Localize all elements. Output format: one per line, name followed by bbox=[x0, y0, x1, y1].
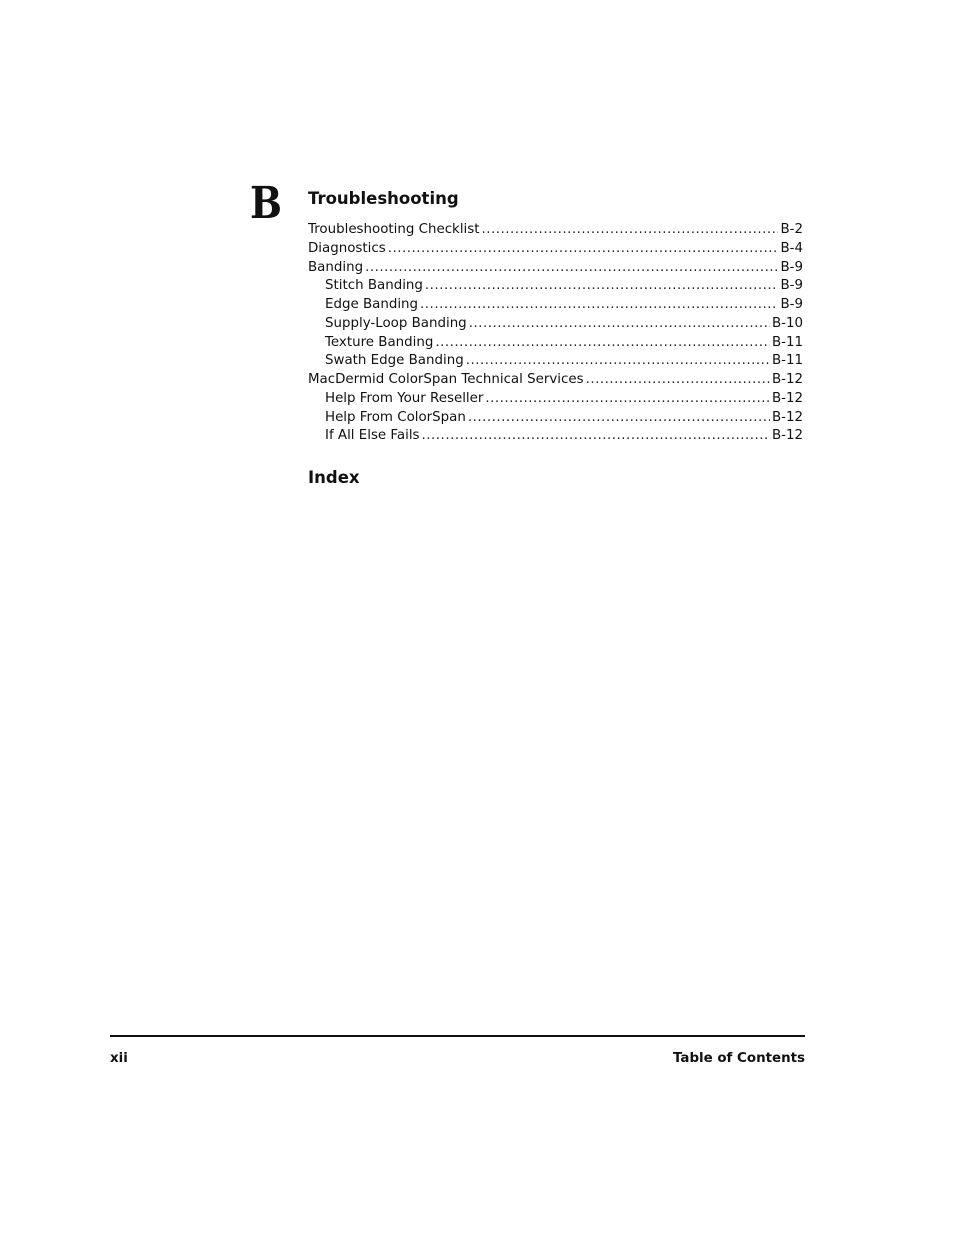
toc-entry-label: Stitch Banding bbox=[325, 278, 423, 294]
toc-entry-page: B-11 bbox=[771, 353, 803, 369]
toc-entry-label: Swath Edge Banding bbox=[325, 353, 464, 369]
dot-leader bbox=[468, 409, 770, 428]
dot-leader bbox=[485, 390, 770, 409]
toc-entry-stitch-banding[interactable] bbox=[308, 277, 803, 296]
toc-entry-page: B-12 bbox=[771, 428, 803, 444]
toc-entry-supply-loop-banding[interactable] bbox=[308, 315, 803, 334]
toc-entry-page: B-11 bbox=[771, 334, 803, 350]
index-title[interactable]: Index bbox=[308, 468, 360, 487]
toc-entry-banding[interactable] bbox=[308, 259, 803, 278]
chapter-letter: B bbox=[250, 178, 282, 229]
toc-entry-help-from-reseller[interactable] bbox=[308, 390, 803, 409]
toc-entry-help-from-colorspan[interactable] bbox=[308, 409, 803, 428]
dot-leader bbox=[422, 427, 770, 446]
toc-list bbox=[308, 221, 803, 446]
toc-entry-page: B-2 bbox=[780, 222, 803, 237]
dot-leader bbox=[469, 315, 770, 334]
toc-entry-page: B-9 bbox=[780, 297, 803, 312]
dot-leader bbox=[365, 259, 778, 278]
dot-leader bbox=[586, 371, 770, 390]
toc-entry-page: B-9 bbox=[780, 278, 803, 294]
dot-leader bbox=[420, 296, 778, 315]
toc-entry-page: B-10 bbox=[771, 315, 803, 331]
toc-entry-page: B-12 bbox=[771, 390, 803, 406]
toc-entry-if-all-else-fails[interactable] bbox=[308, 427, 803, 446]
dot-leader bbox=[435, 334, 770, 353]
chapter-title[interactable]: Troubleshooting bbox=[308, 189, 459, 208]
footer-rule bbox=[110, 1035, 805, 1037]
toc-entry-label: MacDermid ColorSpan Technical Services bbox=[308, 372, 584, 387]
toc-entry-label: Diagnostics bbox=[308, 240, 386, 256]
footer-page-number: xii bbox=[110, 1051, 128, 1066]
dot-leader bbox=[481, 221, 778, 240]
toc-entry-swath-edge-banding[interactable] bbox=[308, 352, 803, 371]
dot-leader bbox=[466, 352, 770, 371]
toc-entry-label: Banding bbox=[308, 259, 364, 275]
footer-section-title: Table of Contents bbox=[673, 1051, 805, 1066]
toc-entry-troubleshooting-checklist[interactable] bbox=[308, 221, 803, 240]
toc-entry-page: B-12 bbox=[771, 409, 803, 425]
toc-entry-technical-services[interactable] bbox=[308, 371, 803, 390]
toc-entry-label: Supply-Loop Banding bbox=[325, 315, 467, 331]
toc-entry-label: Help From Your Reseller bbox=[325, 390, 484, 406]
toc-entry-page: B-9 bbox=[780, 259, 803, 275]
toc-entry-texture-banding[interactable] bbox=[308, 334, 803, 353]
toc-entry-label: If All Else Fails bbox=[325, 428, 420, 444]
toc-entry-label: Troubleshooting Checklist bbox=[308, 222, 480, 237]
dot-leader bbox=[425, 277, 779, 296]
toc-entry-page: B-12 bbox=[771, 372, 803, 387]
toc-entry-label: Edge Banding bbox=[325, 297, 419, 312]
toc-entry-diagnostics[interactable] bbox=[308, 240, 803, 259]
dot-leader bbox=[388, 240, 779, 259]
toc-entry-page: B-4 bbox=[780, 240, 803, 256]
toc-entry-label: Texture Banding bbox=[325, 334, 434, 350]
toc-entry-label: Help From ColorSpan bbox=[325, 409, 466, 425]
toc-entry-edge-banding[interactable] bbox=[308, 296, 803, 315]
